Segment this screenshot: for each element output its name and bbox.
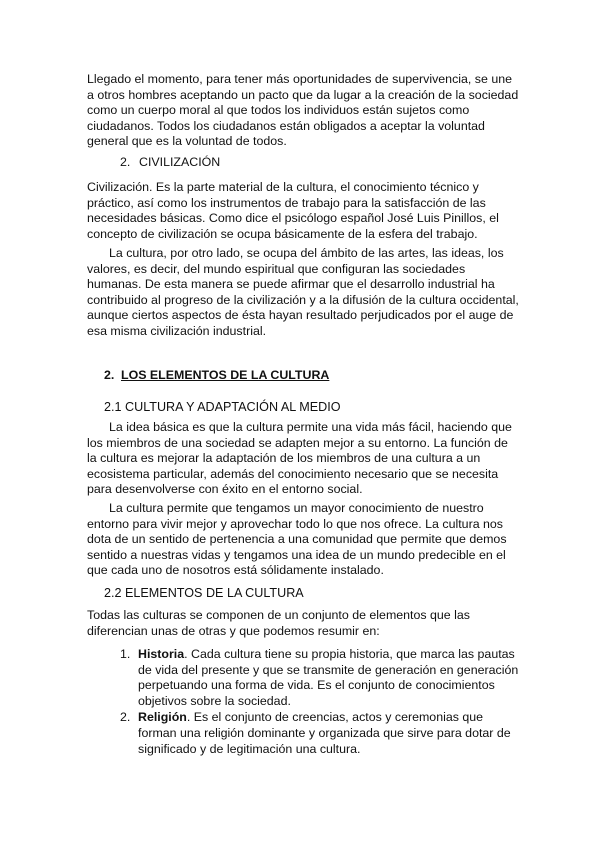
heading-text: CIVILIZACIÓN <box>139 155 221 169</box>
paragraph-conjunto: Todas las culturas se componen de un conjunto de elementos que las diferencian unas de otras y que podemos resumir en: <box>87 608 470 638</box>
list-number: 2. <box>120 710 131 725</box>
subheading-elementos: 2.2 ELEMENTOS DE LA CULTURA <box>104 586 304 600</box>
section-heading-elementos <box>104 368 329 384</box>
heading-number: 2. <box>120 155 131 169</box>
paragraph-conocimiento: La cultura permite que tengamos un mayor conocimiento de nuestro entorno para vivir mejor y aprovechar todo lo que nos ofrece. La cultura nos dota de un sentido de pertenencia a una comunidad que permite que demos sentido a nuestras vidas y tengamos una idea de un mundo predecible en el que cada uno de nosotros está sólidamente instalado. <box>87 501 507 578</box>
list-number: 1. <box>120 647 131 661</box>
section-title: LOS ELEMENTOS DE LA CULTURA <box>121 368 330 382</box>
paragraph-social-pact: Llegado el momento, para tener más oportunidades de supervivencia, se une a otros hombres aceptando un pacto que da lugar a la creación de la sociedad como un cuerpo moral al que todos los individuos están sujetos como ciudadanos. Todos los ciudadanos están obligados a aceptar la voluntad general que es la voluntad de todos. <box>87 72 519 149</box>
list-item <box>120 647 520 709</box>
list-text: . Cada cultura tiene su propia historia, que marca las pautas de vida del presente y que se transmite de generación en generación perpetuando una forma de vida. Es el conjunto de conocimientos objetivos sobre la sociedad. <box>138 647 519 708</box>
list-item <box>120 710 520 757</box>
heading-civilizacion <box>120 155 220 171</box>
list-text: . Es el conjunto de creencias, actos y ceremonias que forman una religión dominante y organizada que sirve para dotar de significado y de legitimación una cultura. <box>138 710 511 756</box>
subheading-adaptacion: 2.1 CULTURA Y ADAPTACIÓN AL MEDIO <box>104 400 341 414</box>
section-number: 2. <box>104 368 115 382</box>
list-term: Historia <box>138 647 185 661</box>
list-term: Religión <box>138 710 187 725</box>
paragraph-cultura: La cultura, por otro lado, se ocupa del ámbito de las artes, las ideas, los valores, es decir, del mundo espiritual que configuran las sociedades humanas. De esta manera se puede afirmar que el desarrollo industrial ha contribuido al progreso de la civilización y a la difusión de la cultura occidental, aunque ciertos aspectos de ésta hayan resultado perjudicados por el auge de esa misma civilización industrial. <box>87 246 519 338</box>
elements-list <box>120 647 520 757</box>
paragraph-idea-basica: La idea básica es que la cultura permite una vida más fácil, haciendo que los miembros de una sociedad se adapten mejor a su entorno. La función de la cultura es mejorar la adaptación de los miembros de una cultura a un ecosistema particular, además del conocimiento necesario que se necesita para desenvolverse con éxito en el entorno social. <box>87 420 512 497</box>
paragraph-civilizacion: Civilización. Es la parte material de la cultura, el conocimiento técnico y práctico, así como los instrumentos de trabajo para la satisfacción de las necesidades básicas. Como dice el psicólogo español José Luis Pinillos, el concepto de civilización se ocupa básicamente de la esfera del trabajo. <box>87 180 499 241</box>
